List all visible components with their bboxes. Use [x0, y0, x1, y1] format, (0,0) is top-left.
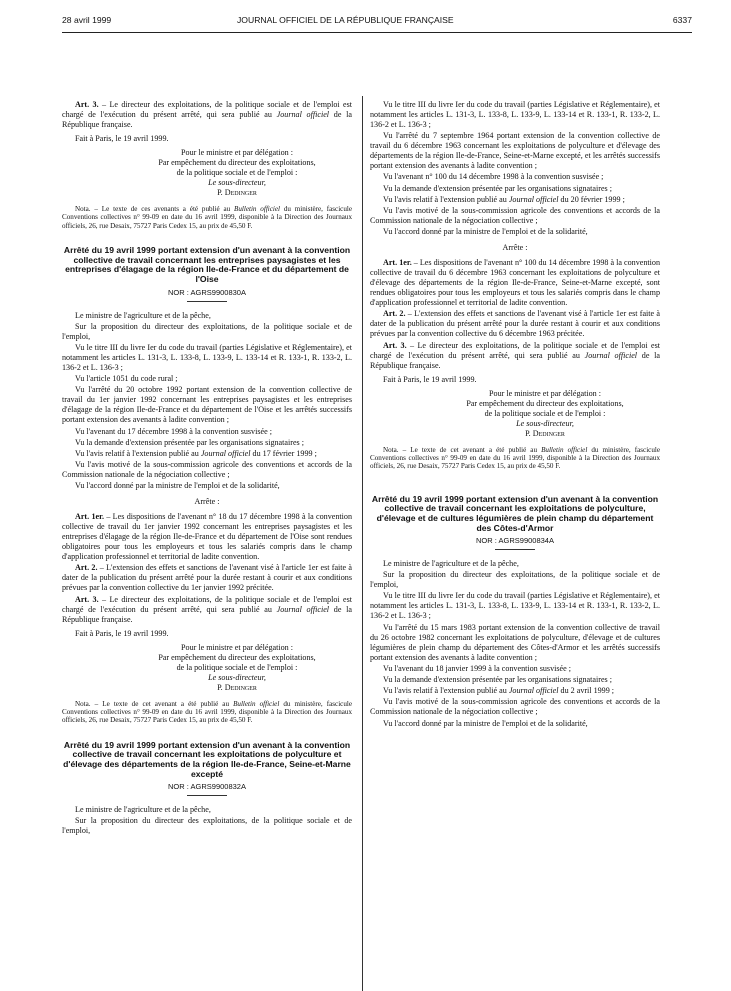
- paragraph: Le ministre de l'agriculture et de la pêche,: [75, 805, 211, 815]
- paragraph: Vu l'avis motivé de la sous-commission agricole des conventions et accords de la Commission nationale de la négociation collective ;: [370, 205, 660, 225]
- paragraph: Vu l'avis relatif à l'extension publié au Journal officiel du 20 février 1999 ;: [383, 194, 625, 204]
- page-header: [62, 15, 692, 31]
- signature-block: Pour le ministre et par délégation : Par empêchement du directeur des exploitations, de la politique sociale et de l'emploi : Le sous-directeur, P. Dedinger: [158, 642, 316, 692]
- nota-note: Nota. – Le texte de ces avenants a été publié au Bulletin officiel du ministère, fascicule Conventions collectives n° 99-09 en date du 16 avril 1999, disponible à la Direction des Journaux officiels, 26, rue Desaix, 75727 Paris Cedex 15, au prix de 45,50 F.: [62, 205, 352, 230]
- arrete-heading: Arrête :: [194, 497, 220, 507]
- paragraph: Vu l'avenant du 17 décembre 1998 à la convention susvisée ;: [75, 426, 272, 436]
- paragraph: Vu l'accord donné par la ministre de l'emploi et de la solidarité,: [383, 227, 588, 237]
- paragraph: Vu la demande d'extension présentée par les organisations signataires ;: [75, 437, 304, 447]
- signature-block: Pour le ministre et par délégation : Par empêchement du directeur des exploitations, de la politique sociale et de l'emploi : Le sous-directeur, P. Dedinger: [158, 148, 316, 197]
- paragraph: Vu le titre III du livre Ier du code du travail (parties Législative et Réglementaire), et notamment les articles L. 131-3, L. 133-8, L. 133-9, L. 133-14 et R. 133-1, R. 133-2, L. 136-2 et L. 136-3 ;: [62, 342, 352, 372]
- column-divider: [362, 96, 363, 991]
- paragraph: Sur la proposition du directeur des exploitations, de la politique sociale et de l'emploi,: [62, 321, 352, 341]
- article-3-paragraph: Art. 3. – Le directeur des exploitations, de la politique sociale et de l'emploi est chargé de l'exécution du présent arrêté, qui sera publié au Journal officiel de la République française.: [370, 340, 661, 370]
- paragraph: Vu l'avenant n° 100 du 14 décembre 1998 à la convention susvisée ;: [383, 172, 604, 182]
- article-3-paragraph: Art. 3. – Le directeur des exploitations, de la politique sociale et de l'emploi est chargé de l'exécution du présent arrêté, qui sera publié au Journal officiel de la République française.: [62, 100, 353, 129]
- paragraph: Vu l'article 1051 du code rural ;: [75, 374, 178, 384]
- paragraph: Vu l'accord donné par la ministre de l'emploi et de la solidarité,: [75, 481, 280, 491]
- signature-block: Pour le ministre et par délégation : Par empêchement du directeur des exploitations, de la politique sociale et de l'emploi : Le sous-directeur, P. Dedinger: [466, 388, 624, 438]
- paragraph: Sur la proposition du directeur des exploitations, de la politique sociale et de l'emploi,: [370, 570, 660, 590]
- paragraph: Vu l'avenant du 18 janvier 1999 à la convention susvisée ;: [383, 663, 571, 673]
- paragraph: Vu l'arrêté du 15 mars 1983 portant extension de la convention collective de travail du 26 octobre 1982 concernant les exploitations de polyculture, d'élevage et de cultures légumières de plein champ du département des Côtes-d'Armor et les arrêtés successifs portant extension des avenants à ladite convention ;: [370, 622, 660, 662]
- left-column: [62, 100, 352, 838]
- header-journal-title: JOURNAL OFFICIEL DE LA RÉPUBLIQUE FRANÇAISE: [237, 15, 454, 25]
- article-1-paragraph: Art. 1er. – Les dispositions de l'avenant n° 18 du 17 décembre 1998 à la convention collective de travail du 1er janvier 1992 concernant les entreprises paysagistes et les entreprises d'élagage de la région Ile-de-France et du département de l'Oise sont rendues obligatoires pour tous les employeurs et tous les salariés compris dans le champ d'application professionnel et territorial de ladite convention.: [62, 512, 352, 562]
- paragraph: Vu l'arrêté du 7 septembre 1964 portant extension de la convention collective de travail du 6 décembre 1963 concernant les exploitations de polyculture et d'élevage des départements de la région Ile-de-France, Seine-et-Marne excepté, et les arrêtés successifs portant extension des avenants à ladite convention ;: [370, 131, 660, 171]
- decree-title: Arrêté du 19 avril 1999 portant extension d'un avenant à la convention collective de travail concernant les entreprises paysagistes et les entreprises d'élagage de la région Ile-de-France et du département de l'Oise: [63, 245, 351, 284]
- header-date: 28 avril 1999: [62, 15, 112, 25]
- nor-reference: NOR : AGRS9900832A: [62, 782, 352, 796]
- paragraph: Vu la demande d'extension présentée par les organisations signataires ;: [383, 675, 612, 685]
- paragraph: Vu l'avis relatif à l'extension publié au Journal officiel du 2 avril 1999 ;: [383, 686, 615, 696]
- nota-note: Nota. – Le texte de cet avenant a été publié au Bulletin officiel du ministère, fascicule Conventions collectives n° 99-09 en date du 16 avril 1999, disponible à la Direction des Journaux officiels, 26, rue Desaix, 75727 Paris Cedex 15, au prix de 45,50 F.: [370, 445, 660, 471]
- paragraph: Vu le titre III du livre Ier du code du travail (parties Législative et Réglementaire), et notamment les articles L. 131-3, L. 133-8, L. 133-9, L. 133-14 et R. 133-1, R. 133-2, L. 136-2 et L. 136-3 ;: [370, 591, 660, 621]
- nor-reference: NOR : AGRS9900834A: [370, 536, 660, 550]
- article-2-paragraph: Art. 2. – L'extension des effets et sanctions de l'avenant visé à l'article 1er est faite à dater de la publication du présent arrêté pour la durée restant à courir et aux conditions prévues par la convention collective du 6 décembre 1963 précitée.: [370, 309, 660, 339]
- paragraph: Vu l'avis motivé de la sous-commission agricole des conventions et accords de la Commission nationale de la négociation collective ;: [62, 460, 352, 480]
- paragraph: Vu l'avis motivé de la sous-commission agricole des conventions et accords de la Commission nationale de la négociation collective ;: [370, 697, 660, 717]
- paragraph: Vu l'arrêté du 20 octobre 1992 portant extension de la convention collective de travail du 1er janvier 1992 concernant les entreprises paysagistes et les entreprises d'élagage de la région Ile-de-France et du département de l'Oise et les arrêtés successifs portant extension des avenants à ladite convention ;: [62, 385, 352, 425]
- signing-place-date: Fait à Paris, le 19 avril 1999.: [75, 628, 169, 638]
- decree-title: Arrêté du 19 avril 1999 portant extension d'un avenant à la convention collective de travail concernant les exploitations de polyculture, d'élevage et de cultures légumières de plein champ du département des Côtes-d'Armor: [371, 493, 659, 533]
- article-2-paragraph: Art. 2. – L'extension des effets et sanctions de l'avenant visé à l'article 1er est faite à dater de la publication du présent arrêté pour la durée restant à courir et aux conditions prévues par la convention collective du 1er janvier 1992 précitée.: [62, 563, 352, 593]
- nor-reference: NOR : AGRS9900830A: [62, 288, 352, 302]
- nota-note: Nota. – Le texte de cet avenant a été publié au Bulletin officiel du ministère, fascicule Conventions collectives n° 99-09 en date du 16 avril 1999, disponible à la Direction des Journaux officiels, 26, rue Desaix, 75727 Paris Cedex 15, au prix de 45,50 F.: [62, 699, 352, 725]
- paragraph: Vu l'avis relatif à l'extension publié au Journal officiel du 17 février 1999 ;: [75, 448, 317, 458]
- article-1-paragraph: Art. 1er. – Les dispositions de l'avenant n° 100 du 14 décembre 1998 à la convention collective de travail du 6 décembre 1963 concernant les exploitations de polyculture et d'élevage des départements de la région Ile-de-France, Seine-et-Marne excepté, sont rendues obligatoires pour tous les employeurs et tous les salariés compris dans le champ d'application professionnel et territorial de ladite convention.: [370, 258, 660, 308]
- paragraph: Vu l'accord donné par la ministre de l'emploi et de la solidarité,: [383, 718, 588, 728]
- paragraph: Vu le titre III du livre Ier du code du travail (parties Législative et Réglementaire), et notamment les articles L. 131-3, L. 133-8, L. 133-9, L. 133-14 et R. 133-1, R. 133-2, L. 136-2 et L. 136-3 ;: [370, 100, 660, 129]
- signing-place-date: Fait à Paris, le 19 avril 1999.: [383, 374, 477, 384]
- article-3-paragraph: Art. 3. – Le directeur des exploitations, de la politique sociale et de l'emploi est chargé de l'exécution du présent arrêté, qui sera publié au Journal officiel de la République française.: [62, 594, 353, 624]
- decree-title: Arrêté du 19 avril 1999 portant extension d'un avenant à la convention collective de travail concernant les exploitations de polyculture et d'élevage des départements de la région Ile-de-France, Seine-et-Marne excepté: [63, 739, 351, 779]
- paragraph: Sur la proposition du directeur des exploitations, de la politique sociale et de l'emploi,: [62, 816, 352, 836]
- paragraph: Le ministre de l'agriculture et de la pêche,: [383, 559, 519, 569]
- paragraph: Vu la demande d'extension présentée par les organisations signataires ;: [383, 183, 612, 193]
- header-page-number: 6337: [672, 15, 692, 25]
- signing-place-date: Fait à Paris, le 19 avril 1999.: [75, 134, 169, 143]
- header-rule: [62, 32, 692, 33]
- paragraph: Le ministre de l'agriculture et de la pêche,: [75, 310, 211, 320]
- right-column: [370, 100, 660, 730]
- arrete-heading: Arrête :: [502, 243, 528, 253]
